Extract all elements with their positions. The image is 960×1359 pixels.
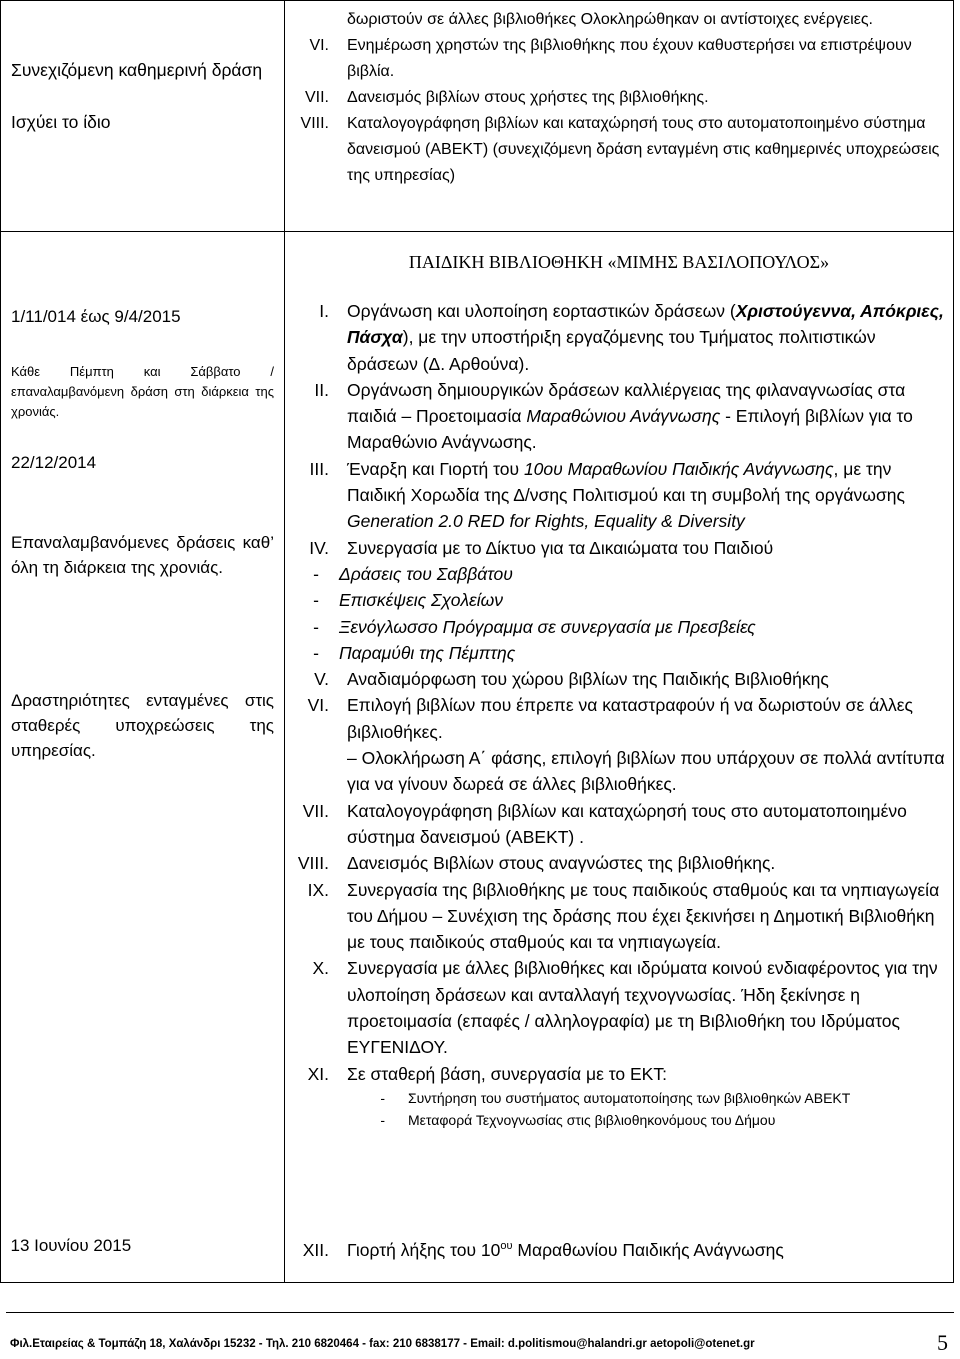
date-december: 22/12/2014 <box>11 453 97 472</box>
main-left-cell <box>1 232 285 1283</box>
same-label: Ισχύει το ίδιο <box>11 112 111 132</box>
list-item: II. Οργάνωση δημιουργικών δράσεων καλλιέργειας της φιλαναγνωσίας στα παιδιά – Προετοιμασία Μαραθώνιου Ανάγνωσης - Επιλογή βιβλίων για το Μαραθώνιο Ανάγνωσης. <box>314 379 913 453</box>
footer-contact: Φιλ.Εταιρείας & Τομπάζη 18, Χαλάνδρι 15232 - Τηλ. 210 6820464 - fax: 210 6838177 - Email: d.politismou@halandri.gr aetopoli@otenet.gr <box>10 1338 755 1350</box>
list-item: IX. Συνεργασία της βιβλιοθήκης με τους παιδικούς σταθμούς και τα νηπιαγωγεία του Δήμου – Συνέχιση της δράσης που έχει ξεκινήσει η Δημοτική Βιβλιοθήκη με τους παιδικούς σταθμούς και τα νηπιαγωγεία. <box>307 879 940 953</box>
list-item: XI. Σε σταθερή βάση, συνεργασία με το ΕΚΤ: <box>307 1063 667 1084</box>
list-item: VI. Επιλογή βιβλίων που έπρεπε να καταστραφούν ή να δωριστούν σε άλλες βιβλιοθήκες. <box>307 695 913 742</box>
list-item: V. Αναδιαμόρφωση του χώρου βιβλίων της Παιδικής Βιβλιοθήκης <box>314 669 829 690</box>
main-row <box>1 232 954 1283</box>
list-item: IV. Συνεργασία με το Δίκτυο για τα Δικαιώματα του Παιδιού <box>309 537 774 558</box>
main-right-cell <box>285 232 954 1283</box>
integrated-note: Δραστηριότητες ενταγμένες στις σταθερές υποχρεώσεις της υπηρεσίας. <box>11 691 274 760</box>
date-june: 13 Ιουνίου 2015 <box>10 1235 132 1255</box>
sub-item: - Ξενόγλωσσο Πρόγραμμα σε συνεργασία με Πρεσβείες <box>313 616 756 637</box>
list-item: VII. Δανεισμός βιβλίων στους χρήστες της βιβλιοθήκης. <box>304 89 709 106</box>
list-item: III. Έναρξη και Γιορτή του 10ου Μαραθωνίου Παιδικής Ανάγνωσης, με την Παιδική Χορωδία της Δ/νσης Πολιτισμού και τη συμβολή της οργάνωσης Generation 2.0 RED for Rights, Equality & Diversity <box>309 458 905 532</box>
list-item: XII. Γιορτή λήξης του $10^{o\upsilon}$ Μαραθωνίου Παιδικής Ανάγνωσης <box>302 1239 784 1260</box>
list-item: VI. Ενημέρωση χρηστών της βιβλιοθήκης που έχουν καθυστερήσει να επιστρέψουν βιβλία. <box>309 37 912 80</box>
section-heading: ΠΑΙΔΙΚΗ ΒΙΒΛΙΟΘΗΚΗ «ΜΙΜΗΣ ΒΑΣΙΛΟΠΟΥΛΟΣ» <box>408 252 830 272</box>
sub-item: - Επισκέψεις Σχολείων <box>313 590 504 611</box>
sub-item: - Δράσεις του Σαββάτου <box>313 563 513 584</box>
list-item: I. Οργάνωση και υλοποίηση εορταστικών δράσεων (Χριστούγεννα, Απόκριες, Πάσχα), με την υποστήριξη εργαζόμενης του Τμήματος πολιτιστικών δράσεων (Δ. Αρθούνα). <box>319 301 944 374</box>
sub-item: - Συντήρηση του συστήματος αυτοματοποίησης των βιβλιοθηκών ΑΒΕΚΤ <box>380 1089 851 1106</box>
top-row <box>1 1 954 232</box>
list-item: – Ολοκλήρωση Α΄ φάσης, επιλογή βιβλίων που υπάρχουν σε πολλά αντίτυπα για να γίνουν δωρεά σε άλλες βιβλιοθήκες. <box>347 748 945 795</box>
footer-divider <box>6 1312 954 1313</box>
list-item: VII. Καταλογογράφηση βιβλίων και καταχώρησή τους στο αυτοματοποιημένο σύστημα δανεισμού (ΑΒΕΚΤ) . <box>302 800 907 847</box>
list-item: VIII. Δανεισμός Βιβλίων στους αναγνώστες της βιβλιοθήκης. <box>297 853 776 874</box>
weekly-note: Κάθε Πέμπτη και Σάββατο / επαναλαμβανόμενη δράση στη διάρκεια της χρονιάς. <box>11 364 274 419</box>
list-item: δωριστούν σε άλλες βιβλιοθήκες Ολοκληρώθηκαν οι αντίστοιχες ενέργειες. <box>347 11 873 28</box>
ongoing-label: Συνεχιζόμενη καθημερινή δράση <box>11 60 263 80</box>
sub-item: - Μεταφορά Τεχνογνωσίας στις βιβλιοθηκονόμους του Δήμου <box>380 1111 776 1128</box>
repeated-note: Επαναλαμβανόμενες δράσεις καθ’ όλη τη διάρκεια της χρονιάς. <box>11 533 274 577</box>
top-right-cell <box>285 1 954 232</box>
period-label: 1/11/014 έως 9/4/2015 <box>11 307 181 326</box>
page-number: 5 <box>937 1330 948 1355</box>
top-left-cell <box>1 1 285 232</box>
list-item: X. Συνεργασία με άλλες βιβλιοθήκες και ιδρύματα κοινού ενδιαφέροντος για την υλοποίηση δράσεων και ανταλλαγή τεχνογνωσίας. Ήδη ξεκίνησε η προετοιμασία (επαφές / αλληλογραφία) με τη Βιβλιοθήκη του Ιδρύματος ΕΥΓΕΝΙΔΟΥ. <box>312 958 938 1058</box>
list-item: VIII. Καταλογογράφηση βιβλίων και καταχώρησή τους στο αυτοματοποιημένο σύστημα δανεισμού (ΑΒΕΚΤ) (συνεχιζόμενη δράση ενταγμένη στις καθημερινές υποχρεώσεις της υπηρεσίας) <box>300 115 940 184</box>
sub-item: - Παραμύθι της Πέμπτης <box>313 642 516 663</box>
